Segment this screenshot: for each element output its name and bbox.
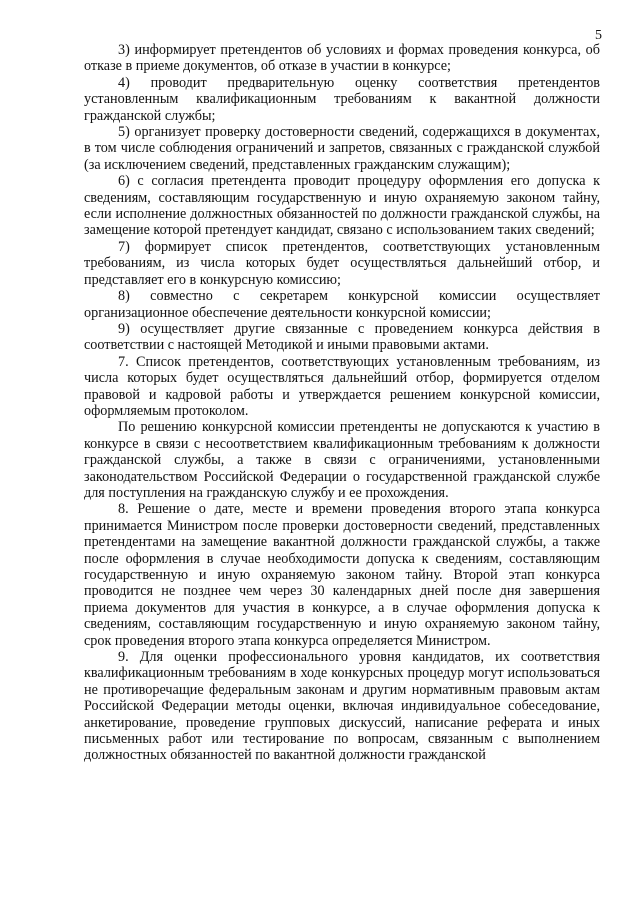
paragraph-item-5: 5) организует проверку достоверности сведений, содержащихся в документах, в том числе соблюдения ограничений и запретов, связанных с гражданской службой (за исключением сведений, представленных гражданским служащим);: [84, 124, 600, 173]
document-body: [84, 42, 600, 764]
paragraph-item-6: 6) с согласия претендента проводит процедуру оформления его допуска к сведениям, составляющим государственную и иную охраняемую законом тайну, если исполнение должностных обязанностей по должности гражданской службы, на замещение которой претендует кандидат, связано с использованием таких сведений;: [84, 173, 600, 239]
paragraph-section-9: 9. Для оценки профессионального уровня кандидатов, их соответствия квалификационным требованиям в ходе конкурсных процедур могут использоваться не противоречащие федеральным законам и другим нормативным правовым актам Российской Федерации методы оценки, включая индивидуальное собеседование, анкетирование, проведение групповых дискуссий, написание реферата и иных письменных работ или тестирование по вопросам, связанным с выполнением должностных обязанностей по вакантной должности гражданской: [84, 649, 600, 764]
paragraph-section-7: 7. Список претендентов, соответствующих установленным требованиям, из числа которых будет осуществляться дальнейший отбор, формируется отделом правовой и кадровой работы и утверждается решением конкурсной комиссии, оформляемым протоколом.: [84, 353, 600, 419]
page-number: 5: [595, 28, 602, 43]
paragraph-item-4: 4) проводит предварительную оценку соответствия претендентов установленным квалификационным требованиям к вакантной должности гражданской службы;: [84, 74, 600, 124]
paragraph-item-7: 7) формирует список претендентов, соответствующих установленным требованиям, из числа которых будет осуществляться дальнейший отбор, и представляет его в конкурсную комиссию;: [84, 238, 600, 288]
paragraph-item-3: 3) информирует претендентов об условиях и формах проведения конкурса, об отказе в приеме документов, об отказе в участии в конкурсе;: [84, 42, 600, 75]
paragraph-item-8: 8) совместно с секретарем конкурсной комиссии осуществляет организационное обеспечение деятельности конкурсной комиссии;: [84, 288, 600, 321]
paragraph-section-8: 8. Решение о дате, месте и времени проведения второго этапа конкурса принимается Министром после проверки достоверности сведений, представленных претендентами на замещение вакантной должности гражданской службы, а также после оформления в случае необходимости допуска к сведениям, составляющим государственную и иную охраняемую законом тайну. Второй этап конкурса проводится не позднее чем через 30 календарных дней после дня завершения приема документов для участия в конкурсе, а в случае оформления допуска к сведениям, составляющим государственную и иную охраняемую законом тайну, срок проведения второго этапа конкурса определяется Министром.: [84, 501, 600, 649]
paragraph-section-7-continued: По решению конкурсной комиссии претенденты не допускаются к участию в конкурсе в связи с несоответствием квалификационным требованиям к должности гражданской службы, а также в связи с ограничениями, установленными законодательством Российской Федерации о государственной гражданской службе для поступления на гражданскую службу и ее прохождения.: [84, 419, 600, 501]
paragraph-item-9: 9) осуществляет другие связанные с проведением конкурса действия в соответствии с настоящей Методикой и иными правовыми актами.: [84, 320, 600, 354]
